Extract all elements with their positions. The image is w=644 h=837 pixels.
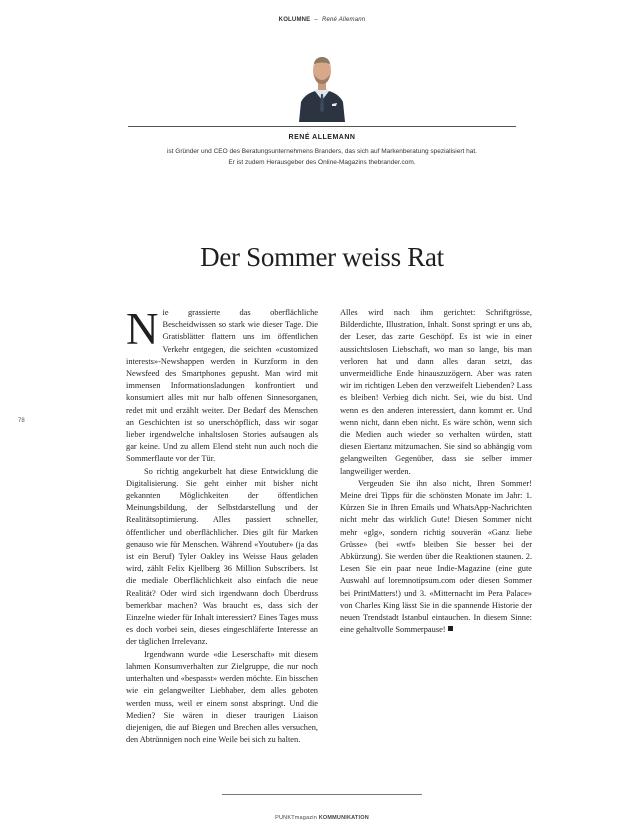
article-paragraph-continued: Alles wird nach ihm gerichtet: Schriftgrösse, Bilderdichte, Illustration, Inhalt. Sonst springt er uns ab, der Leser, das zarte Geschöpf. Es ist wie in einer aussichtslosen Liebschaft, wo man so lange, bis man verloren hat und dann alles daran setzt, das unvermeidliche Ende hinauszuzögern. Aber was raten wir im richtigen Leben den verzweifelt Liebenden? Lass es bleiben! Verbieg dich nicht. Sei, wie du bist. Und wenn es den anderen interessiert, dann kommt er. Und wenn nicht, dann eben nicht. Es wäre schön, wenn sich die Medien auch wieder so verhalten würden, statt diesen Eiertanz mitzumachen. Sie sind so abhängig vom gelangweilten Gegenüber, dass sie selber immer langweiliger werden.	[340, 308, 532, 476]
end-mark-icon	[448, 626, 453, 631]
author-portrait-image	[297, 44, 347, 122]
footer	[0, 815, 644, 821]
article-paragraph: So richtig angekurbelt hat diese Entwicklung die Digitalisierung. Sie geht einher mit bisher nicht gekannten Möglichkeiten der öffentlichen Meinungsbildung, der Selbstdarstellung und der Realitätsoptimierung. Alles passiert schneller, öffentlicher und oberflächlicher. Dies gilt für Marken genauso wie für Menschen. Während «Youtuber» (ja das ist ein Beruf) Tyler Oakley ins Weisse Haus geladen wird, zählt Felix Kjellberg 36 Million Subscribers. Ist die mediale Oberflächlichkeit also einfach die neue Realität? Oder wird sich irgendwann doch Überdruss bemerkbar machen? Was braucht es, dass sich der Einzelne wieder für Inhalt interessiert? Eines Tages muss es doch vorbei sein, dieses eingeschläferte Interesse an der täglichen Irrelevanz.	[126, 466, 318, 647]
page-number: 78	[18, 418, 25, 424]
author-box-rule	[128, 126, 516, 127]
column-header	[0, 17, 644, 23]
article-column-right	[340, 307, 532, 636]
article-paragraph	[126, 304, 318, 466]
header-author: René Allemann	[321, 17, 366, 23]
article-paragraph-flow: Irgendwann wurde «die Leserschaft» mit diesem lahmen Konsumverhalten zur Zielgruppe, die nur noch unterhalten und «bespasst» werden möchte. Ein bisschen wie ein gelangweilter Liebhaber, dem alles geboten werden muss, weil er einem sonst abspringt. Und die Medien? Sie wären in dieser traurigen Liaison diejenigen, die auf Biegen und Brechen alles versuchen, den Abtrünnigen noch eine Weile bei sich zu halten.	[126, 649, 318, 745]
footer-rule	[222, 794, 422, 795]
paragraph-text: ie grassierte das oberflächliche Bescheidwissen so stark wie dieser Tage. Die Gratisblätter flattern uns im öffentlichen Verkehr entgegen, die seichten «customized interests»-Newshappen werden in Kurzform in den Newsfeed des Smartphones gepusht. Man wird mit immensen Informationsladungen konfrontiert und konsumiert alles mit nur halb offenen Sinnesorganen, redet mit und erzählt weiter. Der Bedarf des Menschen an Geschichten ist so unerschöpflich, dass wir sogar lieber irgendwelche inhaltslosen Stories aufsaugen als gar keine. Und zu allem Elend steht nun auch noch die Sommerflaute vor der Tür.	[126, 308, 318, 464]
drop-cap: N	[126, 304, 159, 354]
paragraph-text: Vergeuden Sie ihn also nicht, Ihren Sommer! Meine drei Tipps für die schönsten Monate im Jahr: 1. Kürzen Sie in Ihren Emails und WhatsApp-Nachrichten nicht mehr das wirklich Gute! Diesen Sommer nicht mehr «glg», sondern richtig souverän «Ganz liebe Grüsse» (bei «wtf» bleiben Sie besser bei der Abkürzung). Sie werden über die Reaktionen staunen. 2. Lesen Sie ein paar neue Indie-Magazine (eine gute Auswahl auf loremnotipsum.com oder diesen Sommer bei PrintMatters!) und 3. «Mitternacht im Pera Palace» von Charles King lässt Sie in die spannende Historie der neuen Trendstadt Istanbul eintauchen. In diesem Sinne: eine gehaltvolle Sommerpause!	[340, 478, 532, 635]
header-separator: –	[314, 17, 318, 23]
author-bio-line: Er ist zudem Herausgeber des Online-Magazins thebrander.com.	[228, 159, 416, 166]
footer-section: KOMMUNIKATION	[318, 815, 369, 821]
article-title: Der Sommer weiss Rat	[200, 242, 444, 272]
author-portrait	[297, 44, 347, 122]
author-bio	[90, 146, 554, 168]
section-label: KOLUMNE	[278, 17, 311, 23]
article-paragraph	[340, 478, 532, 637]
article-column-left	[126, 304, 318, 746]
footer-magazine: PUNKTmagazin	[275, 815, 317, 821]
author-name: RENÉ ALLEMANN	[288, 134, 356, 141]
author-bio-line: ist Gründer und CEO des Beratungsunternehmens Branders, das sich auf Markenberatung spezialisiert hat.	[166, 148, 477, 155]
